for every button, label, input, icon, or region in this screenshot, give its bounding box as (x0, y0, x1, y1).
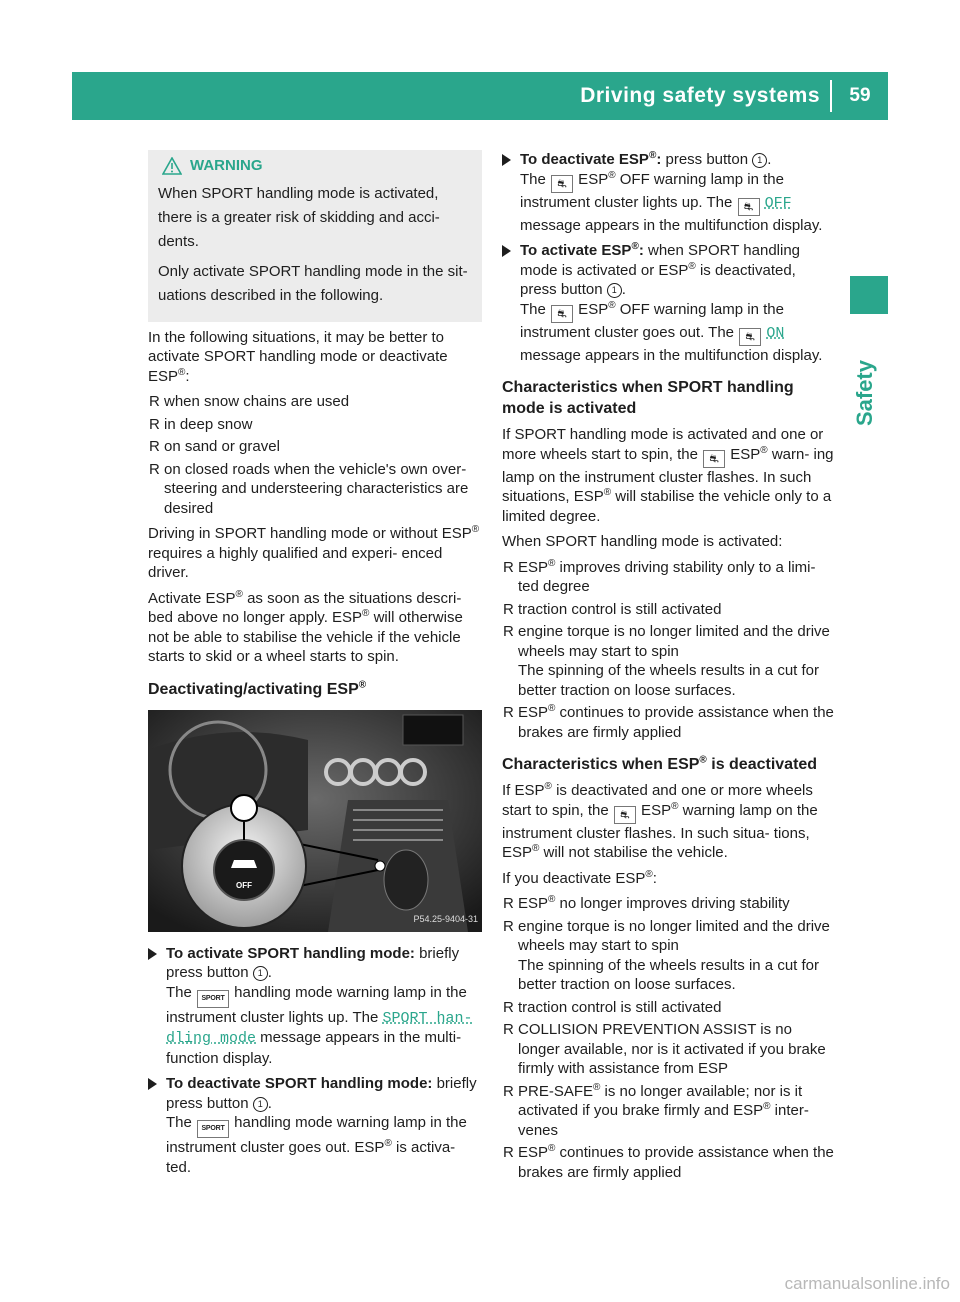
list-item: R PRE-SAFE® is no longer available; nor is it activated if you brake firmly and ESP® inter- venes (503, 1081, 809, 1139)
list-item: R traction control is still activated (503, 998, 722, 1016)
side-tab-label: Safety (852, 360, 877, 427)
step-arrow-icon (148, 948, 157, 960)
esp-icon: ⛐ (703, 450, 725, 468)
list-item: R on closed roads when the vehicle's own over- steering and understeering characteristics are desired (149, 460, 469, 517)
warning-text-2: Only activate SPORT handling mode in the sit- uations described in the following. (158, 262, 468, 304)
deactivated-list (502, 894, 836, 1182)
list-item: R engine torque is no longer limited and the drive wheels may start to spin The spinning of the wheels results in a cut for better traction on loose surfaces. (503, 917, 830, 993)
sport-icon: SPORT (197, 990, 229, 1008)
list-item: R in deep snow (149, 415, 253, 433)
display-message: ON (766, 324, 785, 342)
esp-icon: ⛐ (614, 806, 636, 824)
intro-paragraph: In the following situations, it may be better to activate SPORT handling mode or deactivate ESP®: (148, 328, 448, 385)
step-arrow-icon (502, 154, 511, 166)
warning-triangle-icon (162, 157, 182, 175)
if-paragraph: If you deactivate ESP®: (502, 868, 657, 887)
list-item: R traction control is still activated (503, 600, 722, 618)
esp-off-icon: ⛐ (551, 175, 573, 193)
callout-1-icon: 1 (253, 966, 268, 981)
side-tab-marker (850, 276, 888, 314)
section-heading-sport: Characteristics when SPORT handling mode is activated (502, 379, 794, 417)
step-arrow-icon (502, 245, 511, 257)
esp-icon: ⛐ (738, 198, 760, 216)
warning-heading-text: WARNING (190, 157, 263, 174)
sport-icon: SPORT (197, 1120, 229, 1138)
svg-text:OFF: OFF (236, 880, 252, 890)
callout-1-icon: 1 (607, 283, 622, 298)
esp-off-icon: ⛐ (551, 305, 573, 323)
warning-box (148, 150, 482, 322)
photo-code: P54.25-9404-31 (413, 914, 478, 924)
deactivated-paragraph: If ESP® is deactivated and one or more wheels start to spin, the ⛐ ESP® warning lamp on the instrument cluster flashes. In such situa- tions, ESP® will not stabilise the vehicle. (502, 781, 818, 861)
display-message: OFF (764, 194, 792, 212)
warning-heading (158, 156, 472, 176)
section-heading-esp-deactivated: Characteristics when ESP® is deactivated (502, 754, 818, 773)
left-column (148, 150, 482, 1183)
list-item: R on sand or gravel (149, 438, 280, 455)
situations-list (148, 392, 482, 518)
header-title: Driving safety systems (580, 84, 820, 107)
step-activate-sport: To activate SPORT handling mode: briefly press button 1 . The SPORT handling mode warning lamp in the instrument cluster lights up. The SPORT han- dling mode message appears in the multi- function display. (148, 944, 482, 1069)
esp-button-photo (148, 710, 482, 932)
list-item: R engine torque is no longer limited and the drive wheels may start to spin The spinning of the wheels results in a cut for better traction on loose surfaces. (503, 623, 830, 699)
step-activate-esp: To activate ESP®: when SPORT handling mode is activated or ESP® is deactivated, press button 1 . The ⛐ ESP® OFF warning lamp in the instrument cluster goes out. The ⛐ ON message appears in the multifunction display. (502, 241, 836, 365)
list-item: R ESP® continues to provide assistance when the brakes are firmly applied (503, 703, 834, 741)
list-item: R ESP® no longer improves driving stability (503, 894, 790, 912)
sport-characteristics-list (502, 558, 836, 743)
activate-paragraph: Activate ESP® as soon as the situations descri- bed above no longer apply. ESP® will otherwise not be able to stabilise the vehicle if the vehicle starts to skid or a wheel starts to spin. (148, 588, 463, 665)
callout-1-icon: 1 (253, 1097, 268, 1112)
warning-text-1: When SPORT handling mode is activated, there is a greater risk of skidding and acci- dents. (158, 184, 440, 250)
right-column (502, 150, 836, 1188)
when-paragraph: When SPORT handling mode is activated: (502, 533, 783, 550)
section-heading-deactivating: Deactivating/activating ESP® (148, 679, 367, 698)
list-item: R COLLISION PREVENTION ASSIST is no longer available, nor is it activated if you brake firmly with assistance from ESP (503, 1021, 826, 1077)
driving-paragraph: Driving in SPORT handling mode or without ESP® requires a highly qualified and experi- enced driver. (148, 524, 480, 581)
watermark: carmanualsonline.info (784, 1274, 950, 1293)
esp-icon: ⛐ (739, 328, 761, 346)
sport-paragraph: If SPORT handling mode is activated and one or more wheels start to spin, the ⛐ ESP® warn- ing lamp on the instrument cluster flashes. In such situations, ESP® will stabilise the vehicle only to a limited degree. (502, 426, 834, 525)
list-item: R when snow chains are used (149, 393, 350, 410)
step-arrow-icon (148, 1078, 157, 1090)
list-item: R ESP® improves driving stability only to a limi- ted degree (503, 557, 816, 595)
page-number: 59 (849, 85, 871, 106)
list-item: R ESP® continues to provide assistance when the brakes are firmly applied (503, 1143, 834, 1181)
step-deactivate-sport: To deactivate SPORT handling mode: briefly press button 1 . The SPORT handling mode warning lamp in the instrument cluster goes out. ESP® is activa- ted. (148, 1074, 482, 1177)
photo-illustration (148, 710, 482, 932)
callout-1-icon: 1 (752, 153, 767, 168)
header-bar (72, 72, 888, 120)
step-deactivate-esp: To deactivate ESP®: press button 1 . The ⛐ ESP® OFF warning lamp in the instrument cluster lights up. The ⛐ OFF message appears in the multifunction display. (502, 150, 836, 235)
display-message: SPORT han- dling mode (166, 1009, 473, 1047)
